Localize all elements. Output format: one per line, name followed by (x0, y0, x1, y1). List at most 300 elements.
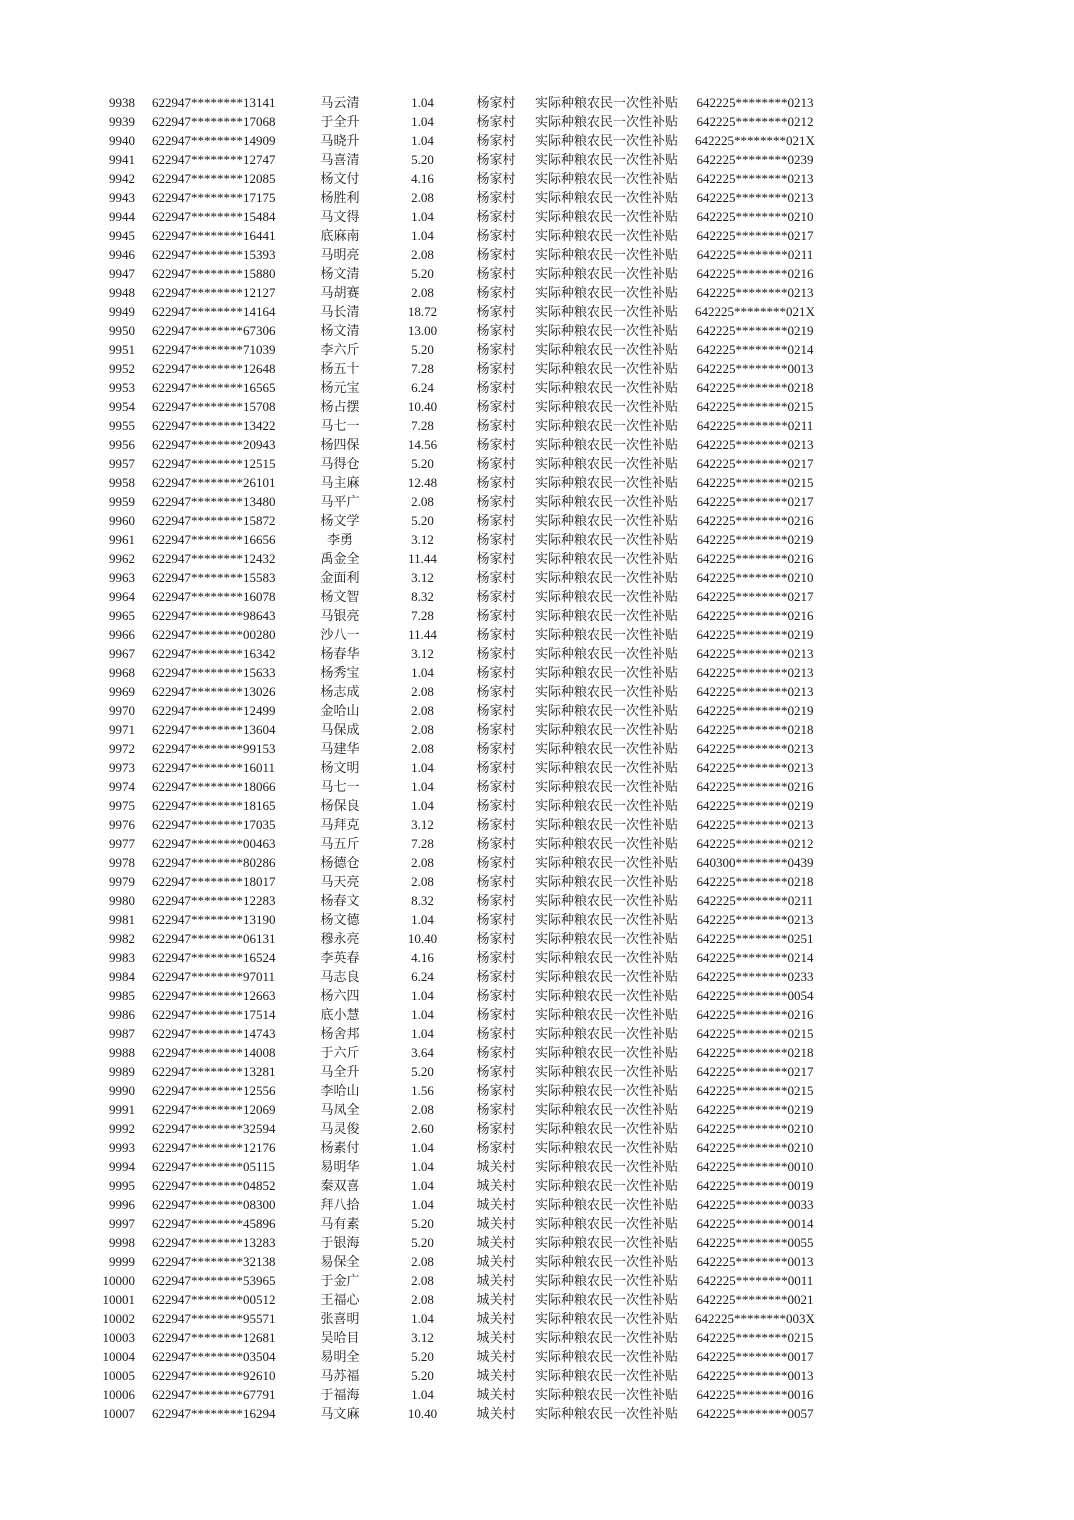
table-row (0, 416, 1074, 435)
village-name: 杨家村 (476, 703, 516, 718)
id-number: 642225********0214 (696, 950, 814, 965)
farmer-name: 马云清 (320, 95, 360, 110)
table-row (0, 1347, 1074, 1366)
account-number: 622947********16294 (152, 1406, 276, 1421)
table-row (0, 1271, 1074, 1290)
subsidy-amount: 10.40 (407, 931, 438, 946)
row-number: 9966 (109, 627, 135, 642)
id-number: 642225********0057 (696, 1406, 814, 1421)
subsidy-type: 实际种粮农民一次性补贴 (535, 1197, 679, 1212)
table-row (0, 815, 1074, 834)
subsidy-type: 实际种粮农民一次性补贴 (535, 95, 679, 110)
id-number: 642225********0219 (696, 323, 814, 338)
account-number: 622947********17068 (152, 114, 276, 129)
id-number: 642225********0217 (696, 494, 814, 509)
row-number: 9956 (109, 437, 135, 452)
row-number: 9985 (109, 988, 135, 1003)
farmer-name: 马七一 (320, 418, 360, 433)
subsidy-type: 实际种粮农民一次性补贴 (535, 342, 679, 357)
id-number: 642225********0216 (696, 1007, 814, 1022)
subsidy-type: 实际种粮农民一次性补贴 (535, 1311, 679, 1326)
village-name: 杨家村 (476, 874, 516, 889)
row-number: 9987 (109, 1026, 135, 1041)
subsidy-amount: 6.24 (411, 380, 434, 395)
farmer-name: 马文麻 (320, 1406, 360, 1421)
village-name: 杨家村 (476, 589, 516, 604)
id-number: 642225********0214 (696, 342, 814, 357)
row-number: 9977 (109, 836, 135, 851)
account-number: 622947********15393 (152, 247, 276, 262)
subsidy-type: 实际种粮农民一次性补贴 (535, 323, 679, 338)
id-number: 642225********0013 (696, 361, 814, 376)
account-number: 622947********20943 (152, 437, 276, 452)
farmer-name: 杨四保 (320, 437, 360, 452)
row-number: 9947 (109, 266, 135, 281)
account-number: 622947********16441 (152, 228, 276, 243)
table-row (0, 644, 1074, 663)
subsidy-amount: 1.04 (411, 209, 434, 224)
farmer-name: 拜八拾 (320, 1197, 360, 1212)
account-number: 622947********67791 (152, 1387, 276, 1402)
farmer-name: 杨秀宝 (320, 665, 360, 680)
farmer-name: 马拜克 (320, 817, 360, 832)
subsidy-amount: 1.04 (411, 1026, 434, 1041)
table-row (0, 302, 1074, 321)
subsidy-type: 实际种粮农民一次性补贴 (535, 703, 679, 718)
row-number: 9980 (109, 893, 135, 908)
account-number: 622947********17175 (152, 190, 276, 205)
farmer-name: 杨文学 (320, 513, 360, 528)
farmer-name: 李勇 (326, 532, 353, 547)
table-row (0, 131, 1074, 150)
row-number: 9996 (109, 1197, 135, 1212)
village-name: 杨家村 (476, 1007, 516, 1022)
id-number: 642225********0010 (696, 1159, 814, 1174)
subsidy-amount: 10.40 (407, 1406, 438, 1421)
table-row (0, 1233, 1074, 1252)
account-number: 622947********13026 (152, 684, 276, 699)
subsidy-amount: 2.08 (411, 285, 434, 300)
subsidy-type: 实际种粮农民一次性补贴 (535, 209, 679, 224)
table-row (0, 188, 1074, 207)
row-number: 10005 (102, 1368, 135, 1383)
village-name: 杨家村 (476, 285, 516, 300)
row-number: 9998 (109, 1235, 135, 1250)
id-number: 642225********0217 (696, 456, 814, 471)
id-number: 642225********0215 (696, 1330, 814, 1345)
subsidy-amount: 1.04 (411, 665, 434, 680)
id-number: 642225********0210 (696, 209, 814, 224)
table-row (0, 1309, 1074, 1328)
id-number: 642225********0213 (696, 760, 814, 775)
village-name: 杨家村 (476, 399, 516, 414)
account-number: 622947********45896 (152, 1216, 276, 1231)
farmer-name: 杨文明 (320, 760, 360, 775)
row-number: 9973 (109, 760, 135, 775)
village-name: 杨家村 (476, 114, 516, 129)
village-name: 杨家村 (476, 1140, 516, 1155)
id-number: 642225********0213 (696, 817, 814, 832)
village-name: 城关村 (476, 1178, 516, 1193)
account-number: 622947********12085 (152, 171, 276, 186)
row-number: 9954 (109, 399, 135, 414)
id-number: 642225********0216 (696, 779, 814, 794)
subsidy-amount: 1.04 (411, 228, 434, 243)
subsidy-amount: 1.04 (411, 114, 434, 129)
village-name: 杨家村 (476, 760, 516, 775)
id-number: 642225********0055 (696, 1235, 814, 1250)
village-name: 杨家村 (476, 893, 516, 908)
subsidy-amount: 12.48 (407, 475, 438, 490)
subsidy-type: 实际种粮农民一次性补贴 (535, 304, 679, 319)
farmer-name: 秦双喜 (320, 1178, 360, 1193)
farmer-name: 马银亮 (320, 608, 360, 623)
subsidy-amount: 2.08 (411, 741, 434, 756)
subsidy-type: 实际种粮农民一次性补贴 (535, 931, 679, 946)
subsidy-type: 实际种粮农民一次性补贴 (535, 874, 679, 889)
account-number: 622947********14909 (152, 133, 276, 148)
id-number: 642225********0217 (696, 228, 814, 243)
village-name: 杨家村 (476, 684, 516, 699)
farmer-name: 马凤全 (320, 1102, 360, 1117)
id-number: 642225********0219 (696, 532, 814, 547)
id-number: 642225********0211 (696, 418, 814, 433)
subsidy-type: 实际种粮农民一次性补贴 (535, 1083, 679, 1098)
id-number: 642225********0213 (696, 665, 814, 680)
subsidy-amount: 2.08 (411, 494, 434, 509)
table-row (0, 283, 1074, 302)
id-number: 642225********0213 (696, 95, 814, 110)
account-number: 622947********12747 (152, 152, 276, 167)
village-name: 杨家村 (476, 323, 516, 338)
account-number: 622947********12069 (152, 1102, 276, 1117)
table-row (0, 682, 1074, 701)
account-number: 622947********53965 (152, 1273, 276, 1288)
subsidy-amount: 2.08 (411, 1102, 434, 1117)
row-number: 9957 (109, 456, 135, 471)
account-number: 622947********12283 (152, 893, 276, 908)
table-row (0, 967, 1074, 986)
subsidy-amount: 5.20 (411, 342, 434, 357)
row-number: 9965 (109, 608, 135, 623)
subsidy-type: 实际种粮农民一次性补贴 (535, 1178, 679, 1193)
table-row (0, 1366, 1074, 1385)
id-number: 642225********0219 (696, 1102, 814, 1117)
row-number: 9951 (109, 342, 135, 357)
subsidy-type: 实际种粮农民一次性补贴 (535, 1387, 679, 1402)
table-row (0, 511, 1074, 530)
subsidy-type: 实际种粮农民一次性补贴 (535, 1064, 679, 1079)
row-number: 10001 (102, 1292, 135, 1307)
subsidy-amount: 1.04 (411, 798, 434, 813)
village-name: 杨家村 (476, 1064, 516, 1079)
id-number: 642225********021X (695, 133, 815, 148)
table-row (0, 169, 1074, 188)
village-name: 城关村 (476, 1273, 516, 1288)
table-row (0, 1005, 1074, 1024)
table-row (0, 1290, 1074, 1309)
subsidy-amount: 1.04 (411, 779, 434, 794)
id-number: 642225********0210 (696, 1140, 814, 1155)
id-number: 642225********0213 (696, 285, 814, 300)
farmer-name: 马得仓 (320, 456, 360, 471)
subsidy-type: 实际种粮农民一次性补贴 (535, 836, 679, 851)
farmer-name: 马苏福 (320, 1368, 360, 1383)
village-name: 杨家村 (476, 817, 516, 832)
table-row (0, 1328, 1074, 1347)
row-number: 9982 (109, 931, 135, 946)
account-number: 622947********00280 (152, 627, 276, 642)
account-number: 622947********03504 (152, 1349, 276, 1364)
id-number: 642225********021X (695, 304, 815, 319)
table-row (0, 758, 1074, 777)
village-name: 杨家村 (476, 722, 516, 737)
subsidy-amount: 2.08 (411, 874, 434, 889)
subsidy-type: 实际种粮农民一次性补贴 (535, 456, 679, 471)
farmer-name: 吴哈目 (320, 1330, 360, 1345)
village-name: 城关村 (476, 1254, 516, 1269)
row-number: 9941 (109, 152, 135, 167)
village-name: 城关村 (476, 1292, 516, 1307)
farmer-name: 底麻南 (320, 228, 360, 243)
row-number: 9961 (109, 532, 135, 547)
id-number: 642225********0210 (696, 1121, 814, 1136)
village-name: 杨家村 (476, 228, 516, 243)
table-row (0, 1119, 1074, 1138)
table-row (0, 378, 1074, 397)
table-row (0, 530, 1074, 549)
village-name: 杨家村 (476, 969, 516, 984)
subsidy-amount: 1.04 (411, 988, 434, 1003)
village-name: 杨家村 (476, 1045, 516, 1060)
subsidy-amount: 5.20 (411, 1368, 434, 1383)
subsidy-amount: 3.12 (411, 532, 434, 547)
subsidy-type: 实际种粮农民一次性补贴 (535, 798, 679, 813)
farmer-name: 杨胜利 (320, 190, 360, 205)
account-number: 622947********18017 (152, 874, 276, 889)
table-row (0, 112, 1074, 131)
farmer-name: 马晓升 (320, 133, 360, 148)
account-number: 622947********12127 (152, 285, 276, 300)
row-number: 9960 (109, 513, 135, 528)
row-number: 10006 (102, 1387, 135, 1402)
subsidy-amount: 1.04 (411, 95, 434, 110)
id-number: 642225********0219 (696, 703, 814, 718)
table-row (0, 1024, 1074, 1043)
farmer-name: 易保全 (320, 1254, 360, 1269)
farmer-name: 于金广 (320, 1273, 360, 1288)
id-number: 642225********0021 (696, 1292, 814, 1307)
village-name: 杨家村 (476, 950, 516, 965)
account-number: 622947********04852 (152, 1178, 276, 1193)
id-number: 642225********0014 (696, 1216, 814, 1231)
subsidy-type: 实际种粮农民一次性补贴 (535, 1349, 679, 1364)
row-number: 9976 (109, 817, 135, 832)
account-number: 622947********00463 (152, 836, 276, 851)
farmer-name: 于福海 (320, 1387, 360, 1402)
row-number: 9984 (109, 969, 135, 984)
subsidy-amount: 1.04 (411, 1178, 434, 1193)
account-number: 622947********80286 (152, 855, 276, 870)
id-number: 642225********0219 (696, 798, 814, 813)
account-number: 622947********14164 (152, 304, 276, 319)
id-number: 642225********0217 (696, 1064, 814, 1079)
row-number: 9981 (109, 912, 135, 927)
subsidy-amount: 2.08 (411, 247, 434, 262)
account-number: 622947********14743 (152, 1026, 276, 1041)
subsidy-amount: 18.72 (407, 304, 438, 319)
row-number: 9944 (109, 209, 135, 224)
account-number: 622947********05115 (152, 1159, 276, 1174)
subsidy-amount: 7.28 (411, 418, 434, 433)
subsidy-type: 实际种粮农民一次性补贴 (535, 912, 679, 927)
farmer-name: 马五斤 (320, 836, 360, 851)
row-number: 9940 (109, 133, 135, 148)
table-row (0, 1043, 1074, 1062)
id-number: 642225********0019 (696, 1178, 814, 1193)
village-name: 杨家村 (476, 855, 516, 870)
row-number: 9975 (109, 798, 135, 813)
farmer-name: 杨文清 (320, 323, 360, 338)
account-number: 622947********16011 (152, 760, 276, 775)
village-name: 杨家村 (476, 988, 516, 1003)
subsidy-amount: 2.08 (411, 1254, 434, 1269)
row-number: 9969 (109, 684, 135, 699)
row-number: 9986 (109, 1007, 135, 1022)
subsidy-amount: 5.20 (411, 1349, 434, 1364)
table-row (0, 625, 1074, 644)
row-number: 10003 (102, 1330, 135, 1345)
subsidy-amount: 2.08 (411, 190, 434, 205)
row-number: 9958 (109, 475, 135, 490)
subsidy-amount: 3.12 (411, 817, 434, 832)
row-number: 10007 (102, 1406, 135, 1421)
table-row (0, 549, 1074, 568)
table-row (0, 872, 1074, 891)
subsidy-amount: 5.20 (411, 1064, 434, 1079)
id-number: 642225********0218 (696, 722, 814, 737)
subsidy-type: 实际种粮农民一次性补贴 (535, 1292, 679, 1307)
subsidy-type: 实际种粮农民一次性补贴 (535, 988, 679, 1003)
row-number: 9968 (109, 665, 135, 680)
row-number: 10002 (102, 1311, 135, 1326)
id-number: 642225********0218 (696, 1045, 814, 1060)
id-number: 642225********0016 (696, 1387, 814, 1402)
subsidy-amount: 8.32 (411, 893, 434, 908)
table-row (0, 492, 1074, 511)
id-number: 642225********0213 (696, 646, 814, 661)
row-number: 9972 (109, 741, 135, 756)
farmer-name: 杨舍邦 (320, 1026, 360, 1041)
subsidy-type: 实际种粮农民一次性补贴 (535, 855, 679, 870)
table-row (0, 948, 1074, 967)
table-row (0, 1062, 1074, 1081)
id-number: 642225********0017 (696, 1349, 814, 1364)
account-number: 622947********18165 (152, 798, 276, 813)
account-number: 622947********12432 (152, 551, 276, 566)
village-name: 杨家村 (476, 608, 516, 623)
subsidy-type: 实际种粮农民一次性补贴 (535, 228, 679, 243)
id-number: 642225********0216 (696, 608, 814, 623)
id-number: 642225********0213 (696, 684, 814, 699)
id-number: 642225********0013 (696, 1368, 814, 1383)
id-number: 642225********0218 (696, 874, 814, 889)
table-row (0, 1157, 1074, 1176)
subsidy-type: 实际种粮农民一次性补贴 (535, 285, 679, 300)
row-number: 9955 (109, 418, 135, 433)
subsidy-amount: 7.28 (411, 836, 434, 851)
id-number: 642225********0011 (696, 1273, 814, 1288)
row-number: 9989 (109, 1064, 135, 1079)
id-number: 642225********0212 (696, 836, 814, 851)
subsidy-amount: 2.08 (411, 722, 434, 737)
farmer-name: 李六斤 (320, 342, 360, 357)
id-number: 642225********0033 (696, 1197, 814, 1212)
subsidy-amount: 5.20 (411, 152, 434, 167)
account-number: 622947********13190 (152, 912, 276, 927)
table-row (0, 435, 1074, 454)
subsidy-amount: 11.44 (408, 551, 437, 566)
subsidy-type: 实际种粮农民一次性补贴 (535, 1007, 679, 1022)
account-number: 622947********12176 (152, 1140, 276, 1155)
table-row (0, 454, 1074, 473)
farmer-name: 杨保良 (320, 798, 360, 813)
village-name: 杨家村 (476, 741, 516, 756)
account-number: 622947********17035 (152, 817, 276, 832)
farmer-name: 底小慧 (320, 1007, 360, 1022)
farmer-name: 于全升 (320, 114, 360, 129)
row-number: 9990 (109, 1083, 135, 1098)
account-number: 622947********15708 (152, 399, 276, 414)
account-number: 622947********13281 (152, 1064, 276, 1079)
subsidy-amount: 3.12 (411, 646, 434, 661)
subsidy-type: 实际种粮农民一次性补贴 (535, 627, 679, 642)
subsidy-amount: 1.04 (411, 912, 434, 927)
table-row (0, 853, 1074, 872)
subsidy-type: 实际种粮农民一次性补贴 (535, 418, 679, 433)
id-number: 642225********0215 (696, 399, 814, 414)
village-name: 杨家村 (476, 1121, 516, 1136)
account-number: 622947********12515 (152, 456, 276, 471)
farmer-name: 金面利 (320, 570, 360, 585)
table-row (0, 1214, 1074, 1233)
subsidy-type: 实际种粮农民一次性补贴 (535, 380, 679, 395)
village-name: 杨家村 (476, 418, 516, 433)
subsidy-type: 实际种粮农民一次性补贴 (535, 171, 679, 186)
farmer-name: 穆永亮 (320, 931, 360, 946)
account-number: 622947********16342 (152, 646, 276, 661)
id-number: 642225********0211 (696, 247, 814, 262)
id-number: 642225********0215 (696, 1083, 814, 1098)
village-name: 城关村 (476, 1349, 516, 1364)
village-name: 杨家村 (476, 627, 516, 642)
table-row (0, 606, 1074, 625)
account-number: 622947********16524 (152, 950, 276, 965)
farmer-name: 马主麻 (320, 475, 360, 490)
table-row (0, 1195, 1074, 1214)
table-row (0, 359, 1074, 378)
table-row (0, 1176, 1074, 1195)
farmer-name: 李英春 (320, 950, 360, 965)
subsidy-type: 实际种粮农民一次性补贴 (535, 1102, 679, 1117)
id-number: 642225********0054 (696, 988, 814, 1003)
id-number: 642225********0233 (696, 969, 814, 984)
subsidy-amount: 1.04 (411, 1140, 434, 1155)
farmer-name: 马文得 (320, 209, 360, 224)
id-number: 642225********0213 (696, 741, 814, 756)
table-row (0, 264, 1074, 283)
row-number: 9988 (109, 1045, 135, 1060)
